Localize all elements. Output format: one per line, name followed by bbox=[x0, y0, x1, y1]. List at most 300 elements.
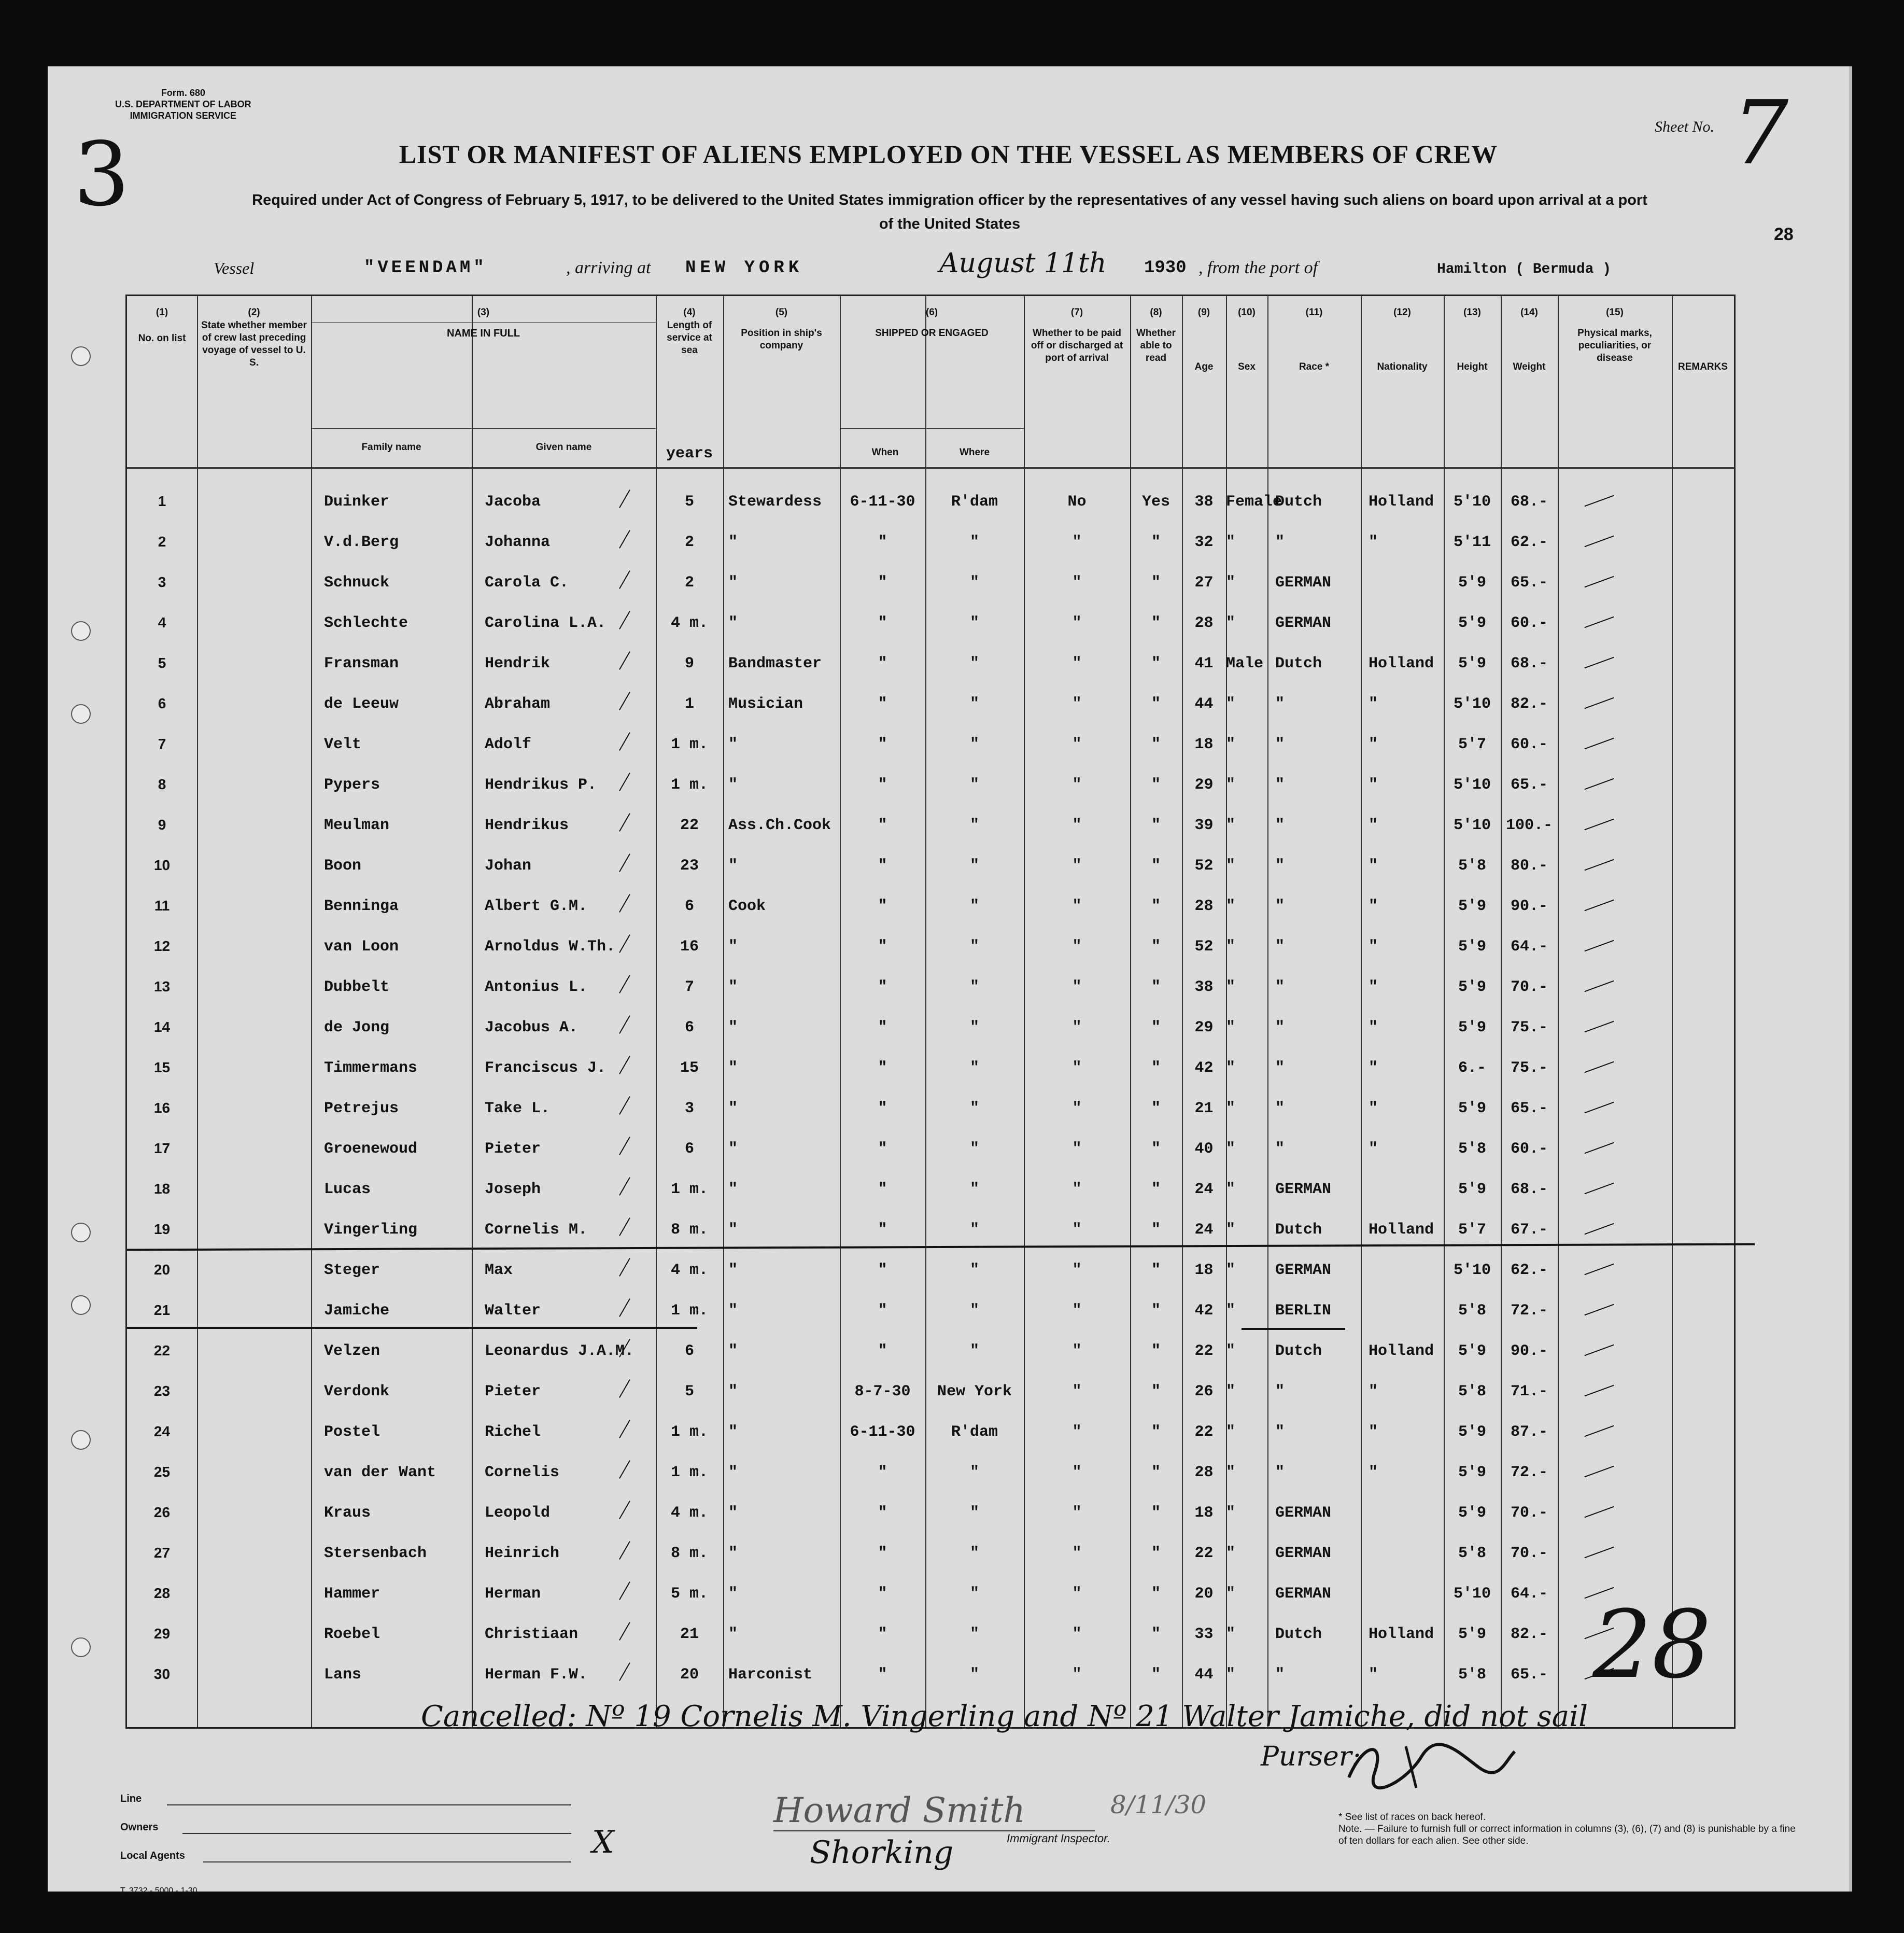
cell-read: " bbox=[1151, 1666, 1161, 1684]
cell-read: " bbox=[1151, 1342, 1161, 1360]
checkmark-icon bbox=[1584, 1344, 1614, 1356]
cell-service: 22 bbox=[680, 817, 699, 834]
cell-weight: 60.- bbox=[1510, 614, 1548, 632]
cell-read: " bbox=[1151, 534, 1161, 551]
checkmark-icon bbox=[1584, 1506, 1614, 1518]
cell-position: " bbox=[728, 1059, 738, 1077]
cell-where: " bbox=[969, 1019, 979, 1036]
cell-when: " bbox=[878, 614, 887, 632]
cell-service: 15 bbox=[680, 1059, 699, 1077]
cell-nat: " bbox=[1369, 1383, 1378, 1400]
cell-nat: " bbox=[1369, 857, 1378, 875]
col-9-number: (9) bbox=[1197, 307, 1210, 318]
cell-race: " bbox=[1275, 776, 1285, 794]
cell-paid: " bbox=[1072, 1100, 1082, 1117]
cell-read: " bbox=[1151, 1585, 1161, 1603]
cell-sex: Male bbox=[1226, 655, 1264, 673]
cell-sex: " bbox=[1226, 1504, 1236, 1522]
cell-given: Cornelis bbox=[485, 1464, 560, 1481]
cell-sex: " bbox=[1226, 1545, 1236, 1562]
cell-paid: " bbox=[1072, 857, 1082, 875]
cell-race: " bbox=[1275, 1666, 1285, 1684]
page-title: LIST OR MANIFEST OF ALIENS EMPLOYED ON THE VESSEL AS MEMBERS OF CREW bbox=[399, 139, 1498, 169]
col-15-number: (15) bbox=[1606, 307, 1624, 318]
cell-where: " bbox=[969, 978, 979, 996]
cell-weight: 75.- bbox=[1510, 1019, 1548, 1036]
cell-position: " bbox=[728, 614, 738, 632]
cell-paid: " bbox=[1072, 817, 1082, 834]
cell-weight: 90.- bbox=[1510, 1342, 1548, 1360]
cell-sex: " bbox=[1226, 776, 1236, 794]
corner-mark: 3 bbox=[74, 123, 130, 226]
cell-family: Lans bbox=[324, 1666, 362, 1684]
cell-age: 21 bbox=[1194, 1100, 1214, 1117]
cell-sex: " bbox=[1226, 1626, 1236, 1643]
total-count: 28 bbox=[1592, 1591, 1712, 1699]
cell-given: Joseph bbox=[485, 1181, 541, 1198]
cell-service: 1 m. bbox=[670, 776, 708, 794]
col-2-number: (2) bbox=[248, 307, 260, 318]
cell-nat: " bbox=[1369, 1019, 1378, 1036]
footnote bbox=[1338, 1811, 1805, 1847]
cell-height: 5'8 bbox=[1458, 1302, 1486, 1320]
cell-position: Bandmaster bbox=[728, 655, 822, 673]
footer-owners-label: Owners bbox=[120, 1822, 159, 1833]
cell-weight: 70.- bbox=[1510, 978, 1548, 996]
col-10-number: (10) bbox=[1238, 307, 1256, 318]
cell-sex: " bbox=[1226, 1019, 1236, 1036]
cell-read: " bbox=[1151, 1423, 1161, 1441]
cell-family: Groenewoud bbox=[324, 1140, 418, 1158]
cell-family: van Loon bbox=[324, 938, 399, 956]
cell-when: " bbox=[878, 1100, 887, 1117]
cell-weight: 80.- bbox=[1510, 857, 1548, 875]
cell-service: 4 m. bbox=[670, 614, 708, 632]
cell-family: Meulman bbox=[324, 817, 390, 834]
arrival-port: NEW YORK bbox=[685, 258, 803, 278]
cell-height: 5'9 bbox=[1458, 655, 1486, 673]
cell-where: " bbox=[969, 655, 979, 673]
cell-family: Benninga bbox=[324, 898, 399, 915]
binder-hole bbox=[71, 704, 91, 724]
header-no-on-list: No. on list bbox=[138, 333, 186, 344]
cell-height: 5'9 bbox=[1458, 938, 1486, 956]
cell-height: 5'9 bbox=[1458, 1423, 1486, 1441]
header-when: When bbox=[871, 447, 899, 458]
cell-age: 44 bbox=[1194, 695, 1214, 713]
cell-no: 4 bbox=[158, 614, 166, 631]
checkmark-icon bbox=[1584, 940, 1614, 951]
cell-where: " bbox=[969, 1181, 979, 1198]
vessel-label bbox=[214, 258, 254, 278]
cell-read: " bbox=[1151, 1140, 1161, 1158]
cell-age: 18 bbox=[1194, 736, 1214, 753]
cell-weight: 82.- bbox=[1510, 695, 1548, 713]
cell-height: 5'9 bbox=[1458, 1019, 1486, 1036]
cell-where: " bbox=[969, 857, 979, 875]
cell-sex: " bbox=[1226, 1181, 1236, 1198]
strike-row-21-race bbox=[1242, 1328, 1345, 1330]
cell-when: " bbox=[878, 534, 887, 551]
cell-given: Hendrikus P. bbox=[485, 776, 597, 794]
cell-age: 22 bbox=[1194, 1342, 1214, 1360]
cell-where: R'dam bbox=[951, 1423, 998, 1441]
cell-paid: " bbox=[1072, 574, 1082, 592]
cell-age: 42 bbox=[1194, 1302, 1214, 1320]
cell-given: Arnoldus W.Th. bbox=[485, 938, 616, 956]
binder-hole bbox=[71, 1637, 91, 1657]
cell-age: 24 bbox=[1194, 1181, 1214, 1198]
cell-family: Pypers bbox=[324, 776, 380, 794]
checkmark-icon bbox=[1584, 859, 1614, 871]
cell-sex: " bbox=[1226, 817, 1236, 834]
cell-when: " bbox=[878, 1262, 887, 1279]
header-sex: Sex bbox=[1238, 361, 1256, 372]
cell-when: " bbox=[878, 1302, 887, 1320]
cell-paid: " bbox=[1072, 1666, 1082, 1684]
cell-position: " bbox=[728, 534, 738, 551]
cell-paid: " bbox=[1072, 655, 1082, 673]
cell-no: 9 bbox=[158, 817, 166, 833]
cell-weight: 90.- bbox=[1510, 898, 1548, 915]
cell-race: " bbox=[1275, 1019, 1285, 1036]
cell-sex: " bbox=[1226, 978, 1236, 996]
header-physical-marks: Physical marks, peculiarities, or disease bbox=[1577, 328, 1652, 363]
header-length-service: Length of service at sea bbox=[667, 320, 712, 356]
cell-read: " bbox=[1151, 1545, 1161, 1562]
cell-position: " bbox=[728, 1019, 738, 1036]
col-6-number: (6) bbox=[925, 307, 938, 318]
checkmark-icon bbox=[1584, 576, 1614, 587]
cell-service: 1 m. bbox=[670, 1302, 708, 1320]
cell-no: 28 bbox=[153, 1585, 171, 1601]
cell-when: " bbox=[878, 1504, 887, 1522]
cell-when: " bbox=[878, 574, 887, 592]
checkmark-icon bbox=[1584, 1264, 1614, 1275]
cell-age: 18 bbox=[1194, 1504, 1214, 1522]
cell-paid: " bbox=[1072, 695, 1082, 713]
cell-read: " bbox=[1151, 898, 1161, 915]
cell-position: " bbox=[728, 1100, 738, 1117]
cancel-note: Cancelled: Nº 19 Cornelis M. Vingerling and Nº 21 Walter Jamiche, did not sail bbox=[421, 1700, 1588, 1733]
footer-mark-x: X bbox=[592, 1824, 614, 1860]
checkmark-icon bbox=[1584, 1425, 1614, 1437]
cell-race: " bbox=[1275, 1423, 1285, 1441]
arriving-label: , arriving at bbox=[566, 258, 651, 277]
purser-signature bbox=[1344, 1731, 1520, 1793]
cell-race: " bbox=[1275, 817, 1285, 834]
col-11-number: (11) bbox=[1305, 307, 1323, 318]
cell-age: 42 bbox=[1194, 1059, 1214, 1077]
cell-height: 5'9 bbox=[1458, 574, 1486, 592]
cell-sex: " bbox=[1226, 1100, 1236, 1117]
cell-given: Abraham bbox=[485, 695, 551, 713]
cell-service: 20 bbox=[680, 1666, 699, 1684]
cell-position: Musician bbox=[728, 695, 803, 713]
cell-height: 5'10 bbox=[1453, 1585, 1491, 1603]
cell-race: " bbox=[1275, 1140, 1285, 1158]
checkmark-icon bbox=[1584, 1385, 1614, 1396]
cell-where: " bbox=[969, 1059, 979, 1077]
print-code: T. 3732 - 5000 - 1-30. bbox=[120, 1886, 200, 1895]
cell-weight: 68.- bbox=[1510, 655, 1548, 673]
footnote-races: * See list of races on back hereof. bbox=[1338, 1812, 1486, 1823]
cell-nat: " bbox=[1369, 1423, 1378, 1441]
cell-position: " bbox=[728, 978, 738, 996]
cell-nat: " bbox=[1369, 817, 1378, 834]
cell-given: Herman F.W. bbox=[485, 1666, 588, 1684]
checkmark-icon bbox=[1584, 1061, 1614, 1073]
cell-height: 5'9 bbox=[1458, 1464, 1486, 1481]
cell-age: 26 bbox=[1194, 1383, 1214, 1400]
cell-paid: " bbox=[1072, 1140, 1082, 1158]
cell-no: 21 bbox=[153, 1302, 171, 1318]
checkmark-icon bbox=[1584, 819, 1614, 830]
cell-weight: 62.- bbox=[1510, 534, 1548, 551]
cell-read: " bbox=[1151, 776, 1161, 794]
cell-age: 28 bbox=[1194, 1464, 1214, 1481]
cell-race: " bbox=[1275, 978, 1285, 996]
cell-read: " bbox=[1151, 1262, 1161, 1279]
cell-height: 5'9 bbox=[1458, 978, 1486, 996]
checkmark-icon bbox=[1584, 697, 1614, 709]
cell-service: 1 m. bbox=[670, 1423, 708, 1441]
header-name-in-full: NAME IN FULL bbox=[446, 328, 520, 339]
cell-nat: " bbox=[1369, 695, 1378, 713]
cell-height: 5'9 bbox=[1458, 1100, 1486, 1117]
cell-nat: " bbox=[1369, 736, 1378, 753]
binder-hole bbox=[71, 1430, 91, 1450]
cell-when: " bbox=[878, 938, 887, 956]
cell-read: " bbox=[1151, 1302, 1161, 1320]
cell-age: 39 bbox=[1194, 817, 1214, 834]
cell-age: 52 bbox=[1194, 857, 1214, 875]
cell-height: 5'9 bbox=[1458, 1342, 1486, 1360]
cell-age: 29 bbox=[1194, 776, 1214, 794]
cell-family: Velt bbox=[324, 736, 362, 753]
cell-position: " bbox=[728, 1383, 738, 1400]
cell-read: " bbox=[1151, 817, 1161, 834]
cell-where: " bbox=[969, 938, 979, 956]
cell-service: 16 bbox=[680, 938, 699, 956]
cell-sex: " bbox=[1226, 574, 1236, 592]
header-nationality: Nationality bbox=[1377, 361, 1428, 372]
cell-paid: " bbox=[1072, 1545, 1082, 1562]
cell-paid: " bbox=[1072, 1059, 1082, 1077]
cell-no: 6 bbox=[158, 695, 166, 711]
cell-race: GERMAN bbox=[1275, 1585, 1332, 1603]
inspector-label: Immigrant Inspector. bbox=[1007, 1832, 1110, 1845]
cell-when: " bbox=[878, 1342, 887, 1360]
cell-service: 8 m. bbox=[670, 1221, 708, 1239]
cell-position: " bbox=[728, 1504, 738, 1522]
cell-position: " bbox=[728, 1140, 738, 1158]
cell-given: Adolf bbox=[485, 736, 532, 753]
cell-read: " bbox=[1151, 1464, 1161, 1481]
cell-race: Dutch bbox=[1275, 493, 1322, 511]
cell-position: " bbox=[728, 1302, 738, 1320]
cell-read: " bbox=[1151, 1100, 1161, 1117]
cell-service: 6 bbox=[684, 1140, 694, 1158]
header-weight: Weight bbox=[1513, 361, 1546, 372]
cell-read: " bbox=[1151, 1221, 1161, 1239]
cell-age: 44 bbox=[1194, 1666, 1214, 1684]
inspector-signature: Howard Smith bbox=[773, 1790, 1025, 1830]
cell-no: 5 bbox=[158, 655, 166, 671]
cell-no: 13 bbox=[153, 978, 171, 994]
cell-weight: 75.- bbox=[1510, 1059, 1548, 1077]
cell-paid: " bbox=[1072, 534, 1082, 551]
cell-height: 5'9 bbox=[1458, 1181, 1486, 1198]
cell-paid: " bbox=[1072, 1423, 1082, 1441]
cell-nat: " bbox=[1369, 1666, 1378, 1684]
cell-position: Ass.Ch.Cook bbox=[728, 817, 831, 834]
cell-height: 5'9 bbox=[1458, 898, 1486, 915]
cell-family: Petrejus bbox=[324, 1100, 399, 1117]
cell-when: " bbox=[878, 978, 887, 996]
cell-family: Schlechte bbox=[324, 614, 408, 632]
col-14-number: (14) bbox=[1520, 307, 1538, 318]
cell-where: " bbox=[969, 534, 979, 551]
cell-no: 30 bbox=[153, 1666, 171, 1682]
checkmark-icon bbox=[1584, 738, 1614, 749]
header-family-name: Family name bbox=[361, 442, 421, 453]
cell-service: 8 m. bbox=[670, 1545, 708, 1562]
subtitle-line-2: of the United States bbox=[879, 216, 1021, 232]
cell-sex: " bbox=[1226, 1059, 1236, 1077]
cell-height: 5'7 bbox=[1458, 1221, 1486, 1239]
arrival-year: 1930 bbox=[1144, 258, 1187, 278]
cell-when: 6-11-30 bbox=[850, 1423, 915, 1441]
cell-no: 22 bbox=[153, 1342, 171, 1358]
cell-when: " bbox=[878, 1181, 887, 1198]
cell-read: " bbox=[1151, 695, 1161, 713]
cell-position: Cook bbox=[728, 898, 766, 915]
cell-race: " bbox=[1275, 1059, 1285, 1077]
cell-when: 6-11-30 bbox=[850, 493, 915, 511]
cell-age: 20 bbox=[1194, 1585, 1214, 1603]
cell-position: " bbox=[728, 1626, 738, 1643]
cell-sex: " bbox=[1226, 1221, 1236, 1239]
cell-height: 5'7 bbox=[1458, 736, 1486, 753]
cell-where: " bbox=[969, 1545, 979, 1562]
cell-read: " bbox=[1151, 1626, 1161, 1643]
header-height: Height bbox=[1457, 361, 1488, 372]
cell-race: BERLIN bbox=[1275, 1302, 1332, 1320]
checkmark-icon bbox=[1584, 1466, 1614, 1477]
cell-sex: " bbox=[1226, 736, 1236, 753]
cell-race: " bbox=[1275, 898, 1285, 915]
cell-weight: 65.- bbox=[1510, 776, 1548, 794]
cell-sex: " bbox=[1226, 1423, 1236, 1441]
cell-when: " bbox=[878, 655, 887, 673]
cell-position: " bbox=[728, 1585, 738, 1603]
cell-paid: " bbox=[1072, 1019, 1082, 1036]
cell-given: Heinrich bbox=[485, 1545, 560, 1562]
cell-family: Roebel bbox=[324, 1626, 380, 1643]
cell-sex: " bbox=[1226, 1140, 1236, 1158]
cell-when: " bbox=[878, 1221, 887, 1239]
cell-given: Carolina L.A. bbox=[485, 614, 607, 632]
cell-nat: " bbox=[1369, 1464, 1378, 1481]
cell-paid: " bbox=[1072, 978, 1082, 996]
cell-height: 5'10 bbox=[1453, 493, 1491, 511]
cell-no: 10 bbox=[153, 857, 171, 873]
cell-position: " bbox=[728, 736, 738, 753]
checkmark-icon bbox=[1584, 1304, 1614, 1315]
cell-no: 20 bbox=[153, 1262, 171, 1278]
cell-when: 8-7-30 bbox=[854, 1383, 911, 1400]
header-years: years bbox=[666, 445, 713, 463]
cell-position: " bbox=[728, 1181, 738, 1198]
cell-nat: " bbox=[1369, 1140, 1378, 1158]
inspector-date: 8/11/30 bbox=[1110, 1790, 1207, 1819]
cell-when: " bbox=[878, 1666, 887, 1684]
cell-weight: 70.- bbox=[1510, 1545, 1548, 1562]
cell-position: " bbox=[728, 1423, 738, 1441]
cell-read: " bbox=[1151, 1383, 1161, 1400]
cell-race: GERMAN bbox=[1275, 1181, 1332, 1198]
cell-race: Dutch bbox=[1275, 1342, 1322, 1360]
cell-no: 8 bbox=[158, 776, 166, 792]
cell-age: 38 bbox=[1194, 978, 1214, 996]
cell-where: " bbox=[969, 695, 979, 713]
cell-when: " bbox=[878, 1019, 887, 1036]
cell-sex: " bbox=[1226, 614, 1236, 632]
cell-race: Dutch bbox=[1275, 1626, 1322, 1643]
purser-label: Purser: bbox=[1261, 1741, 1361, 1772]
cell-sex: " bbox=[1226, 1262, 1236, 1279]
cell-sex: " bbox=[1226, 1342, 1236, 1360]
cell-when: " bbox=[878, 1585, 887, 1603]
cell-read: " bbox=[1151, 978, 1161, 996]
cell-service: 4 m. bbox=[670, 1262, 708, 1279]
cell-height: 6.- bbox=[1458, 1059, 1486, 1077]
vessel-label-text: Vessel bbox=[214, 259, 255, 277]
cell-position: " bbox=[728, 1221, 738, 1239]
cell-family: Vingerling bbox=[324, 1221, 418, 1239]
cell-given: Hendrikus bbox=[485, 817, 569, 834]
cell-service: 9 bbox=[684, 655, 694, 673]
cell-weight: 68.- bbox=[1510, 493, 1548, 511]
cell-given: Jacoba bbox=[485, 493, 541, 511]
cell-height: 5'8 bbox=[1458, 1383, 1486, 1400]
cell-read: " bbox=[1151, 655, 1161, 673]
cell-sex: " bbox=[1226, 1666, 1236, 1684]
cell-sex: " bbox=[1226, 898, 1236, 915]
cell-race: GERMAN bbox=[1275, 1504, 1332, 1522]
cell-position: " bbox=[728, 1464, 738, 1481]
cell-family: Schnuck bbox=[324, 574, 390, 592]
cell-given: Walter bbox=[485, 1302, 541, 1320]
cell-when: " bbox=[878, 776, 887, 794]
cell-weight: 65.- bbox=[1510, 1666, 1548, 1684]
cell-when: " bbox=[878, 736, 887, 753]
cell-sex: Female bbox=[1226, 493, 1282, 511]
header-age: Age bbox=[1194, 361, 1214, 372]
cell-family: Steger bbox=[324, 1262, 380, 1279]
cell-given: Franciscus J. bbox=[485, 1059, 607, 1077]
cell-age: 18 bbox=[1194, 1262, 1214, 1279]
cell-family: Kraus bbox=[324, 1504, 371, 1522]
cell-weight: 100.- bbox=[1505, 817, 1553, 834]
footnote-fine: Note. — Failure to furnish full or correct information in columns (3), (6), (7) and (8) is punishable by a fine of ten dollars for each alien. See other side. bbox=[1338, 1824, 1796, 1846]
cell-service: 2 bbox=[684, 534, 694, 551]
strike-row-21 bbox=[127, 1327, 697, 1329]
cell-when: " bbox=[878, 1140, 887, 1158]
cell-sex: " bbox=[1226, 1383, 1236, 1400]
cell-height: 5'11 bbox=[1453, 534, 1491, 551]
